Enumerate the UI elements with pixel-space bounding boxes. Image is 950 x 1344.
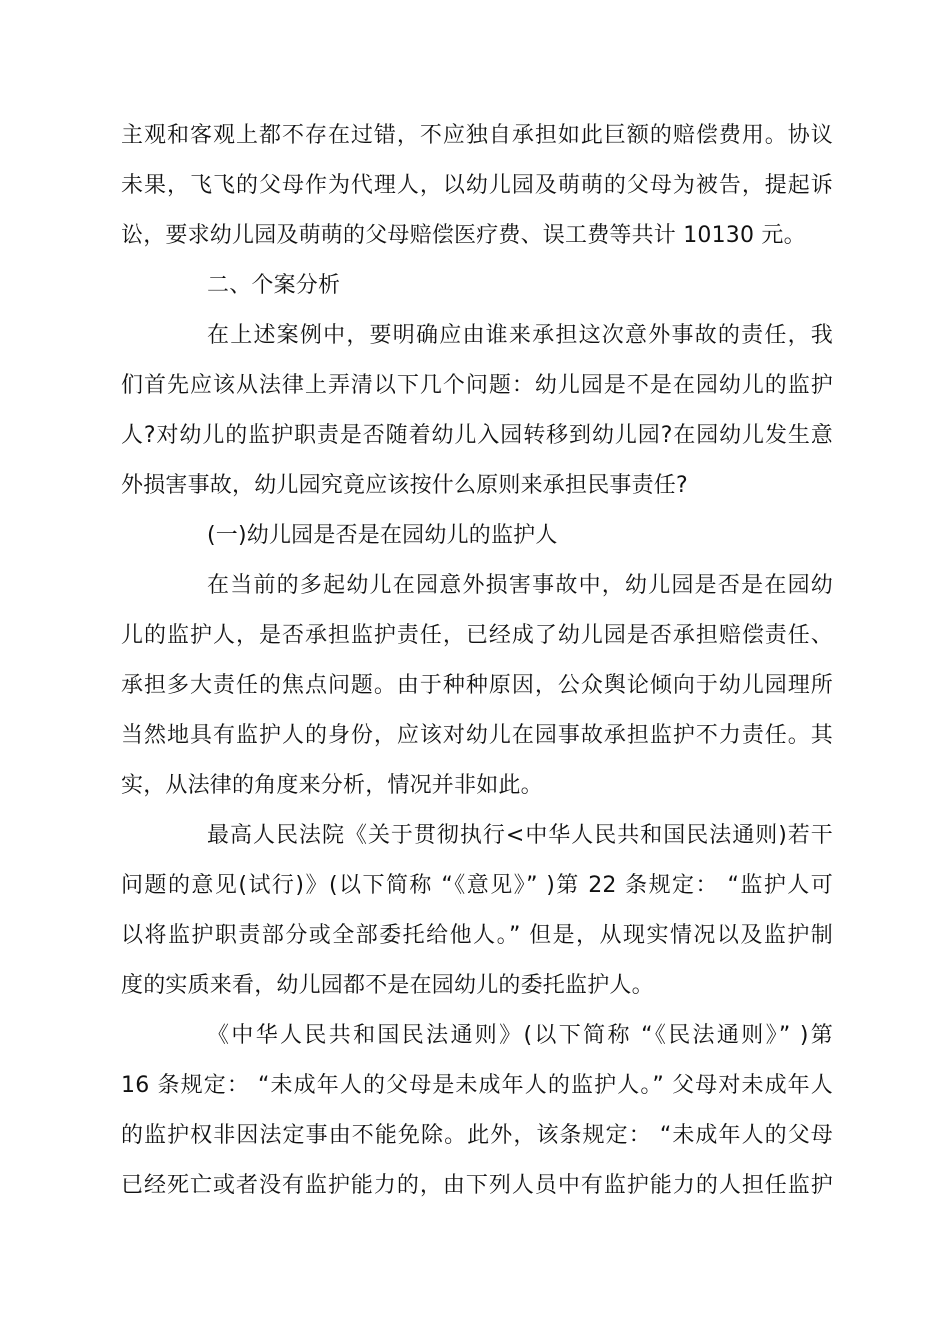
subsection-heading: (一)幼儿园是否是在园幼儿的监护人: [207, 523, 558, 548]
text-line: 在上述案例中，要明确应由谁来承担这次意外事故的责任，我: [207, 323, 833, 348]
text-line: 们首先应该从法律上弄清以下几个问题：幼儿园是不是在园幼儿的监护: [121, 373, 833, 398]
text-line: 未果，飞飞的父母作为代理人，以幼儿园及萌萌的父母为被告，提起诉: [121, 173, 833, 198]
text-line: 最高人民法院《关于贯彻执行<中华人民共和国民法通则)若干: [207, 823, 833, 848]
text-line: 度的实质来看，幼儿园都不是在园幼儿的委托监护人。: [121, 973, 654, 998]
text-line: 以将监护职责部分或全部委托给他人。” 但是，从现实情况以及监护制: [121, 923, 833, 948]
text-line: 当然地具有监护人的身份，应该对幼儿在园事故承担监护不力责任。其: [121, 723, 833, 748]
text-line: 外损害事故，幼儿园究竟应该按什么原则来承担民事责任?: [121, 473, 688, 498]
text-line: 儿的监护人，是否承担监护责任，已经成了幼儿园是否承担赔偿责任、: [121, 623, 833, 648]
text-line: 的监护权非因法定事由不能免除。此外，该条规定： “未成年人的父母: [121, 1123, 833, 1148]
section-heading: 二、个案分析: [207, 273, 341, 298]
text-line: 问题的意见(试行)》(以下简称 “《意见》” )第 22 条规定： “监护人可: [121, 873, 833, 898]
text-line: 在当前的多起幼儿在园意外损害事故中，幼儿园是否是在园幼: [207, 573, 833, 598]
text-line: 讼，要求幼儿园及萌萌的父母赔偿医疗费、误工费等共计 10130 元。: [121, 223, 806, 248]
text-line: 《中华人民共和国民法通则》(以下简称 “《民法通则》” )第: [207, 1023, 833, 1048]
text-line: 实，从法律的角度来分析，情况并非如此。: [121, 773, 543, 798]
text-line: 承担多大责任的焦点问题。由于种种原因，公众舆论倾向于幼儿园理所: [121, 673, 833, 698]
text-line: 主观和客观上都不存在过错，不应独自承担如此巨额的赔偿费用。协议: [121, 123, 833, 148]
text-line: 人?对幼儿的监护职责是否随着幼儿入园转移到幼儿园?在园幼儿发生意: [121, 423, 833, 448]
text-line: 已经死亡或者没有监护能力的，由下列人员中有监护能力的人担任监护: [121, 1173, 833, 1198]
text-line: 16 条规定： “未成年人的父母是未成年人的监护人。” 父母对未成年人: [121, 1073, 833, 1098]
